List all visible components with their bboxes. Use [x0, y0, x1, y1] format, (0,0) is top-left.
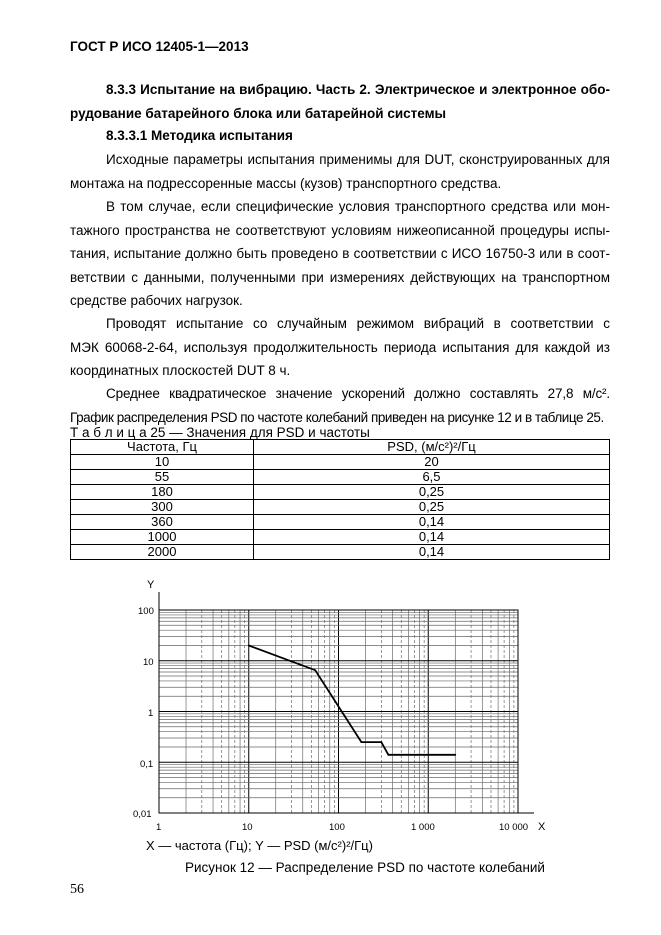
table-cell: 180	[71, 485, 254, 500]
section-title-line: 8.3.3 Испытание на вибрацию. Часть 2. Электрическое и электронное обо-	[106, 82, 610, 97]
table-cell: 0,25	[254, 485, 610, 500]
y-tick-label: 10	[143, 657, 154, 668]
paragraph-line: Среднее квадратическое значение ускорений должно составлять 27,8 м/с².	[106, 386, 610, 401]
psd-data-point	[427, 754, 429, 756]
section-title-line: рудование батарейного блока или батарейной системы	[70, 105, 447, 121]
psd-data-point	[314, 669, 316, 671]
table-cell: 1000	[71, 530, 254, 545]
table-cell: 55	[71, 470, 254, 485]
paragraph-line: монтажа на подрессоренные массы (кузов) транспортного средства.	[70, 175, 502, 191]
document-header: ГОСТ Р ИСО 12405-1—2013	[70, 39, 249, 54]
paragraph-line: Проводят испытание со случайным режимом вибраций в соответствии с	[106, 316, 610, 331]
table-header-cell: PSD, (м/с²)²/Гц	[254, 440, 610, 455]
psd-data-point	[248, 645, 250, 647]
paragraph-line: тания, испытание должно быть проведено в соответствии с ИСО 16750-3 или в соот-	[70, 246, 610, 261]
figure-caption: Рисунок 12 — Распределение PSD по частоте колебаний	[185, 860, 545, 875]
table-caption: Т а б л и ц а 25 — Значения для PSD и частоты	[70, 425, 370, 440]
paragraph-line: МЭК 60068-2-64, используя продолжительность периода испытания для каждой из	[70, 339, 610, 355]
table-cell: 0,14	[254, 530, 610, 545]
psd-data-point	[388, 754, 390, 756]
paragraph-line: тажного пространства не соответствуют условиям нижеописанной процедуры испы-	[70, 222, 610, 238]
psd-data-point	[361, 741, 363, 743]
y-tick-label: 0,01	[133, 809, 152, 820]
table-cell: 300	[71, 500, 254, 515]
y-tick-label: 1	[148, 708, 154, 719]
table-cell: 360	[71, 515, 254, 530]
page-number: 56	[70, 882, 84, 897]
figure-legend: X — частота (Гц); Y — PSD (м/с²)²/Гц)	[146, 838, 373, 853]
psd-data-point	[454, 754, 456, 756]
x-tick-label: 10 000	[499, 822, 529, 833]
paragraph-line: Исходные параметры испытания применимы для DUT, сконструированных для	[106, 152, 610, 167]
table-cell: 0,14	[254, 545, 610, 560]
table-cell: 0,25	[254, 500, 610, 515]
paragraph-line: средстве рабочих нагрузок.	[70, 293, 243, 308]
chart-grid	[159, 610, 518, 813]
table-cell: 6,5	[254, 470, 610, 485]
psd-data-point	[380, 741, 382, 743]
x-axis-label: X	[538, 821, 546, 833]
y-tick-label: 100	[138, 606, 154, 617]
subsection-title-text: 8.3.3.1 Методика испытания	[106, 128, 293, 143]
paragraph-line: График распределения PSD по частоте колебаний приведен на рисунке 12 и в таблице 25.	[70, 409, 604, 425]
paragraph-line: координатных плоскостей DUT 8 ч.	[70, 363, 291, 378]
table-header-cell: Частота, Гц	[71, 440, 254, 455]
paragraph-line: ветствии с данными, полученными при измерениях действующих на транспортном	[70, 269, 610, 285]
table-cell: 2000	[71, 545, 254, 560]
x-tick-label: 100	[329, 822, 345, 833]
x-tick-label: 10	[242, 822, 253, 833]
y-tick-label: 0,1	[140, 759, 154, 770]
x-tick-label: 1	[156, 822, 162, 833]
table-cell: 20	[254, 455, 610, 470]
x-tick-label: 1 000	[411, 822, 435, 833]
table-cell: 10	[71, 455, 254, 470]
table-cell: 0,14	[254, 515, 610, 530]
paragraph-line: В том случае, если специфические условия транспортного средства или мон-	[106, 199, 610, 214]
y-axis-label: Y	[147, 579, 155, 591]
